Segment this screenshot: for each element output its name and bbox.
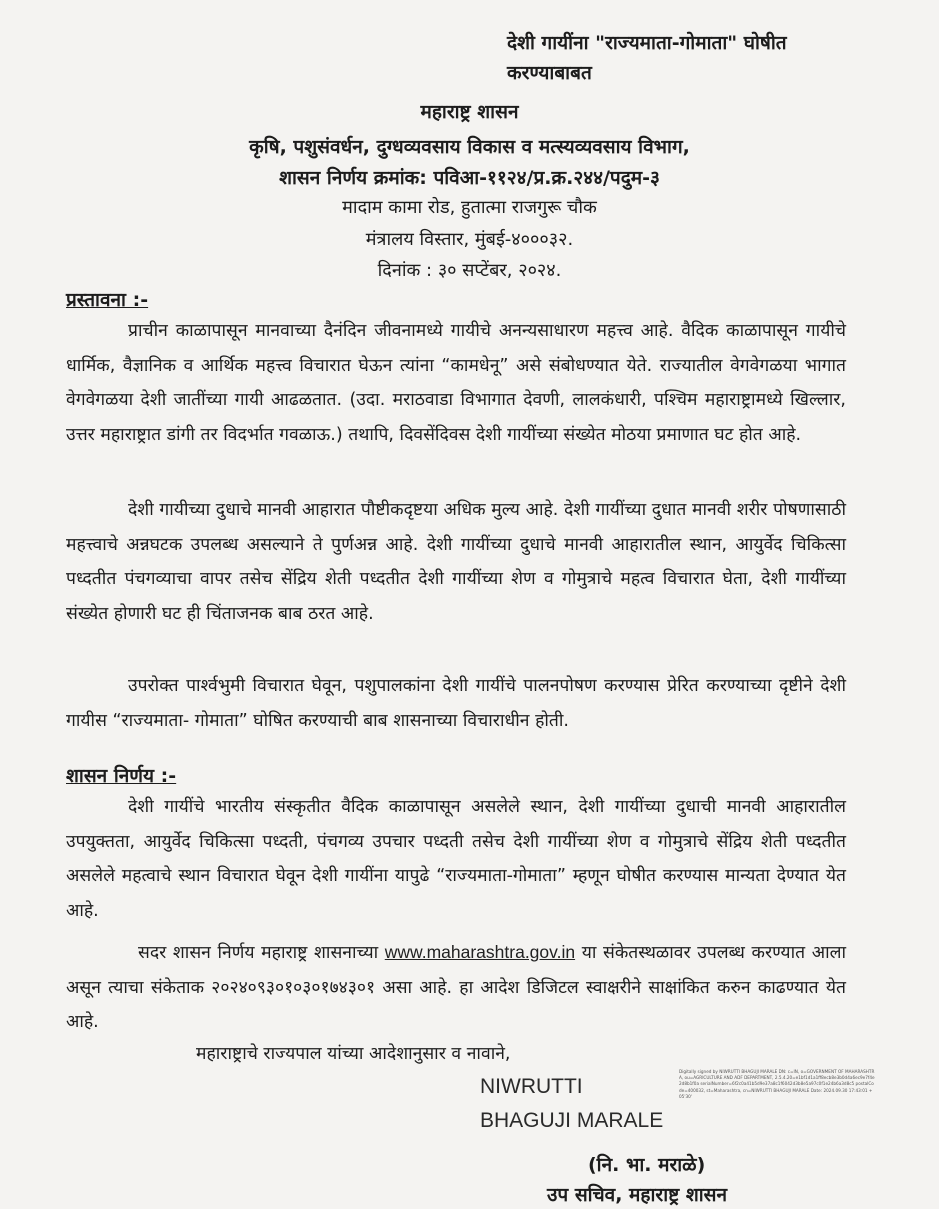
department-name: कृषि, पशुसंवर्धन, दुग्धव्यवसाय विकास व मत्स्यव्यवसाय विभाग,: [249, 136, 690, 158]
preamble-paragraph-3: उपरोक्त पार्श्वभुमी विचारात घेवून, पशुपालकांना देशी गायींचे पालनपोषण करण्यास प्रेरित करण्याच्या दृष्टीने देशी गायीस “राज्यमाता- गोमाता” घोषित करण्याची बाब शासनाच्या विचाराधीन होती.: [66, 676, 846, 731]
signatory-designation: उप सचिव, महाराष्ट्र शासन: [547, 1184, 728, 1206]
website-link[interactable]: www.maharashtra.gov.in: [384, 942, 576, 962]
resolution-paragraph-1: देशी गायींचे भारतीय संस्कृतीत वैदिक काळापासून असलेले स्थान, देशी गायींच्या दुधाची मानवी आहारातील उपयुक्तता, आयुर्वेद चिकित्सा पध्दती, पंचगव्य उपचार पध्दती तसेच देशी गायींच्या शेण व गोमुत्राचे सेंद्रिय शेती पध्दतीत असलेले महत्वाचे स्थान विचारात घेवून देशी गायींना यापुढे “राज्यमाता-गोमाता” म्हणून घोषीत करण्यास मान्यता देण्यात येत आहे.: [66, 797, 846, 921]
preamble-heading: प्रस्तावना :-: [66, 289, 149, 311]
signatory-name-line-2: BHAGUJI MARALE: [480, 1109, 664, 1132]
preamble-paragraph-2: देशी गायीच्या दुधाचे मानवी आहारात पौष्टीकदृष्टया अधिक मुल्य आहे. देशी गायींच्या दुधात मानवी शरीर पोषणासाठी महत्त्वाचे अन्नघटक उपलब्ध असल्याने ते पुर्णअन्न आहे. देशी गायींच्या दुधाचे मानवी आहारातील स्थान, आयुर्वेद चिकित्सा पध्दतीत पंचगव्याचा वापर तसेच सेंद्रिय शेती पध्दतीत देशी गायींच्या शेण व गोमुत्राचे महत्व विचारात घेता, देशी गायींच्या संख्येत होणारी घट ही चिंताजनक बाब ठरत आहे.: [66, 500, 846, 624]
resolution-text-after-link: या संकेतस्थळावर उपलब्ध करण्यात आला असून त्याचा संकेताक २०२४०९३०१०३०१७४३०१ असा आहे. हा आदेश डिजिटल स्वाक्षरीने साक्षांकित करुन काढण्यात येत आहे.: [66, 943, 847, 1032]
digital-signature-block: Digitally signed by NIWRUTTI BHAGUJI MARALE DN: c=IN, o=GOVERNMENT OF MAHARASHTRA, ou=AGRICULTURE AND ADF DEPARTMENT, 2.5.4.20=e1bf1d1a1ff8ecb8e3b0d4a6ec9e7f4e2d8b1f0a serialNumber=6f2c0a41b5d9e37a8c1f6042d3b8e5a97c0f1e24b6a3d8c5 postalCode=400032, st=Maharashtra, cn=NIWRUTTI BHAGUJI MARALE Date: 2024.09.30 17:43:01 +05'30': [679, 1069, 875, 1099]
address-line-1: मादाम कामा रोड, हुतात्मा राजगुरू चौक: [342, 197, 597, 218]
resolution-paragraph-2: [66, 935, 846, 1040]
signatory-name-line-1: NIWRUTTI: [480, 1075, 583, 1098]
preamble-paragraph-1: प्राचीन काळापासून मानवाच्या दैनंदिन जीवनामध्ये गायीचे अनन्यसाधारण महत्त्व आहे. वैदिक काळापासून गायीचे धार्मिक, वैज्ञानिक व आर्थिक महत्त्व विचारात घेऊन त्यांना “कामधेनू” असे संबोधण्यात येते. राज्यातील वेगवेगळया भागात वेगवेगळया देशी जातींच्या गायी आढळतात. (उदा. मराठवाडा विभागात देवणी, लालकंधारी, पश्चिम महाराष्ट्रामध्ये खिल्लार, उत्तर महाराष्ट्रात डांगी तर विदर्भात गवळाऊ.) तथापि, दिवसेंदिवस देशी गायींच्या संख्येत मोठया प्रमाणात घट होत आहे.: [66, 321, 846, 445]
resolution-text-before-link: सदर शासन निर्णय महाराष्ट्र शासनाच्या: [138, 943, 385, 963]
address-line-2: मंत्रालय विस्तार, मुंबई-४०००३२.: [365, 229, 574, 250]
document-subject: देशी गायींना "राज्यमाता-गोमाता" घोषीत करण्याबाबत: [507, 32, 787, 84]
signatory-initials: (नि. भा. मराळे): [588, 1154, 706, 1176]
government-name: महाराष्ट्र शासन: [420, 101, 519, 123]
gr-number: शासन निर्णय क्रमांक: पविआ-११२४/प्र.क्र.२४४/पदुम-३: [279, 167, 660, 189]
by-order-line: महाराष्ट्राचे राज्यपाल यांच्या आदेशानुसार व नावाने,: [196, 1044, 511, 1064]
document-date: दिनांक : ३० सप्टेंबर, २०२४.: [377, 260, 562, 281]
resolution-heading: शासन निर्णय :-: [66, 765, 177, 787]
